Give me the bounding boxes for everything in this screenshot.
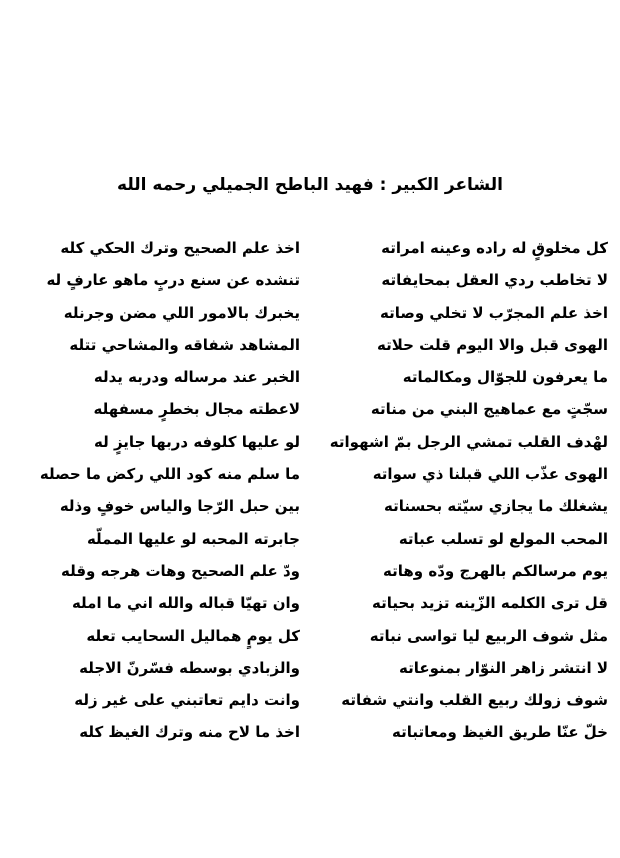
verse-first-hemistich: مثل شوف الربيع ليا تواسى نباته xyxy=(369,626,608,645)
verse-row xyxy=(0,268,620,300)
verse-first-hemistich: لهْدف القلب تمشي الرجل بمّ اشهواته xyxy=(329,432,608,451)
verse-second-hemistich: والزبادي بوسطه فسّرنّ الاجله xyxy=(79,658,300,677)
verse-row xyxy=(0,527,620,559)
verse-row xyxy=(0,365,620,397)
verse-row xyxy=(0,720,620,752)
verse-second-hemistich: وان تهيّا قباله والله اني ما امله xyxy=(71,594,300,613)
verse-first-hemistich: كل مخلوقٍ له راده وعينه امراته xyxy=(381,239,608,257)
verse-first-hemistich: المحب المولع لو تسلب عباته xyxy=(398,529,608,548)
verse-second-hemistich: كل يومٍ هماليل السحايب تعله xyxy=(86,626,300,645)
verse-first-hemistich: ما يعرفون للجوّال ومكالماته xyxy=(402,368,608,387)
verse-second-hemistich: وانت دايم تعاتبني على غير زله xyxy=(74,691,300,710)
verse-second-hemistich: الخبر عند مرساله ودربه يدله xyxy=(93,368,300,387)
verse-second-hemistich: المشاهد شفاقه والمشاحي تتله xyxy=(69,335,300,354)
verse-first-hemistich: اخذ علم المجرّب لا تخلي وصاته xyxy=(380,303,608,322)
verse-second-hemistich: ودّ علم الصحيح وهات هرجه وقله xyxy=(61,561,300,580)
verse-first-hemistich: سجّتٍ مع عماهيج البني من مناته xyxy=(370,400,608,419)
verse-first-hemistich: قل ترى الكلمه الزّينه تزيد بحياته xyxy=(372,594,608,613)
verse-row xyxy=(0,462,620,494)
verse-second-hemistich: اخذ علم الصحيح وترك الحكي كله xyxy=(60,239,300,257)
verse-row xyxy=(0,430,620,462)
verse-row xyxy=(0,494,620,526)
verse-second-hemistich: لاعطته مجال بخطرٍ مسفهله xyxy=(93,400,300,419)
verse-second-hemistich: ما سلم منه كود اللي ركض ما حصله xyxy=(39,465,300,484)
verse-row xyxy=(0,236,620,268)
verse-second-hemistich: جابرته المحبه لو عليها المملّه xyxy=(86,529,300,548)
verse-second-hemistich: يخبرك بالامور اللي مضن وجرنله xyxy=(63,303,300,322)
verse-row xyxy=(0,591,620,623)
verse-first-hemistich: الهوى عذّب اللي قبلنا ذي سواته xyxy=(372,465,608,484)
verse-row xyxy=(0,688,620,720)
verse-second-hemistich: لو عليها كلوفه دربها جايزٍ له xyxy=(94,432,300,451)
verse-first-hemistich: لا انتشر زاهر النوّار بمنوعاته xyxy=(399,658,608,677)
verse-row xyxy=(0,397,620,429)
verse-row xyxy=(0,333,620,365)
poem-body xyxy=(0,236,620,753)
verse-first-hemistich: خلّ عنّا طريق الغيظ ومعاتباته xyxy=(392,723,608,742)
verse-second-hemistich: بين حبل الرّجا والياس خوفٍ وذله xyxy=(59,497,300,516)
verse-row xyxy=(0,301,620,333)
verse-first-hemistich: يوم مرسالكم بالهرج ودّه وهاته xyxy=(383,561,608,580)
verse-first-hemistich: لا تخاطب ردي العقل بمحايفاته xyxy=(381,271,608,290)
verse-first-hemistich: الهوى قبل والا اليوم قلت حلاته xyxy=(377,335,608,354)
verse-row xyxy=(0,656,620,688)
verse-second-hemistich: اخذ ما لاح منه وترك الغيظ كله xyxy=(79,723,300,742)
poem-title: الشاعر الكبير : فهيد الباطح الجميلي رحمه الله xyxy=(117,175,503,195)
verse-row xyxy=(0,624,620,656)
verse-first-hemistich: شوف زولك ربيع القلب وانتي شفاته xyxy=(341,691,608,710)
verse-row xyxy=(0,559,620,591)
verse-first-hemistich: يشغلك ما يجازي سيّته بحسناته xyxy=(383,497,608,516)
verse-second-hemistich: تنشده عن سنع دربٍ ماهو عارفٍ له xyxy=(46,271,300,290)
